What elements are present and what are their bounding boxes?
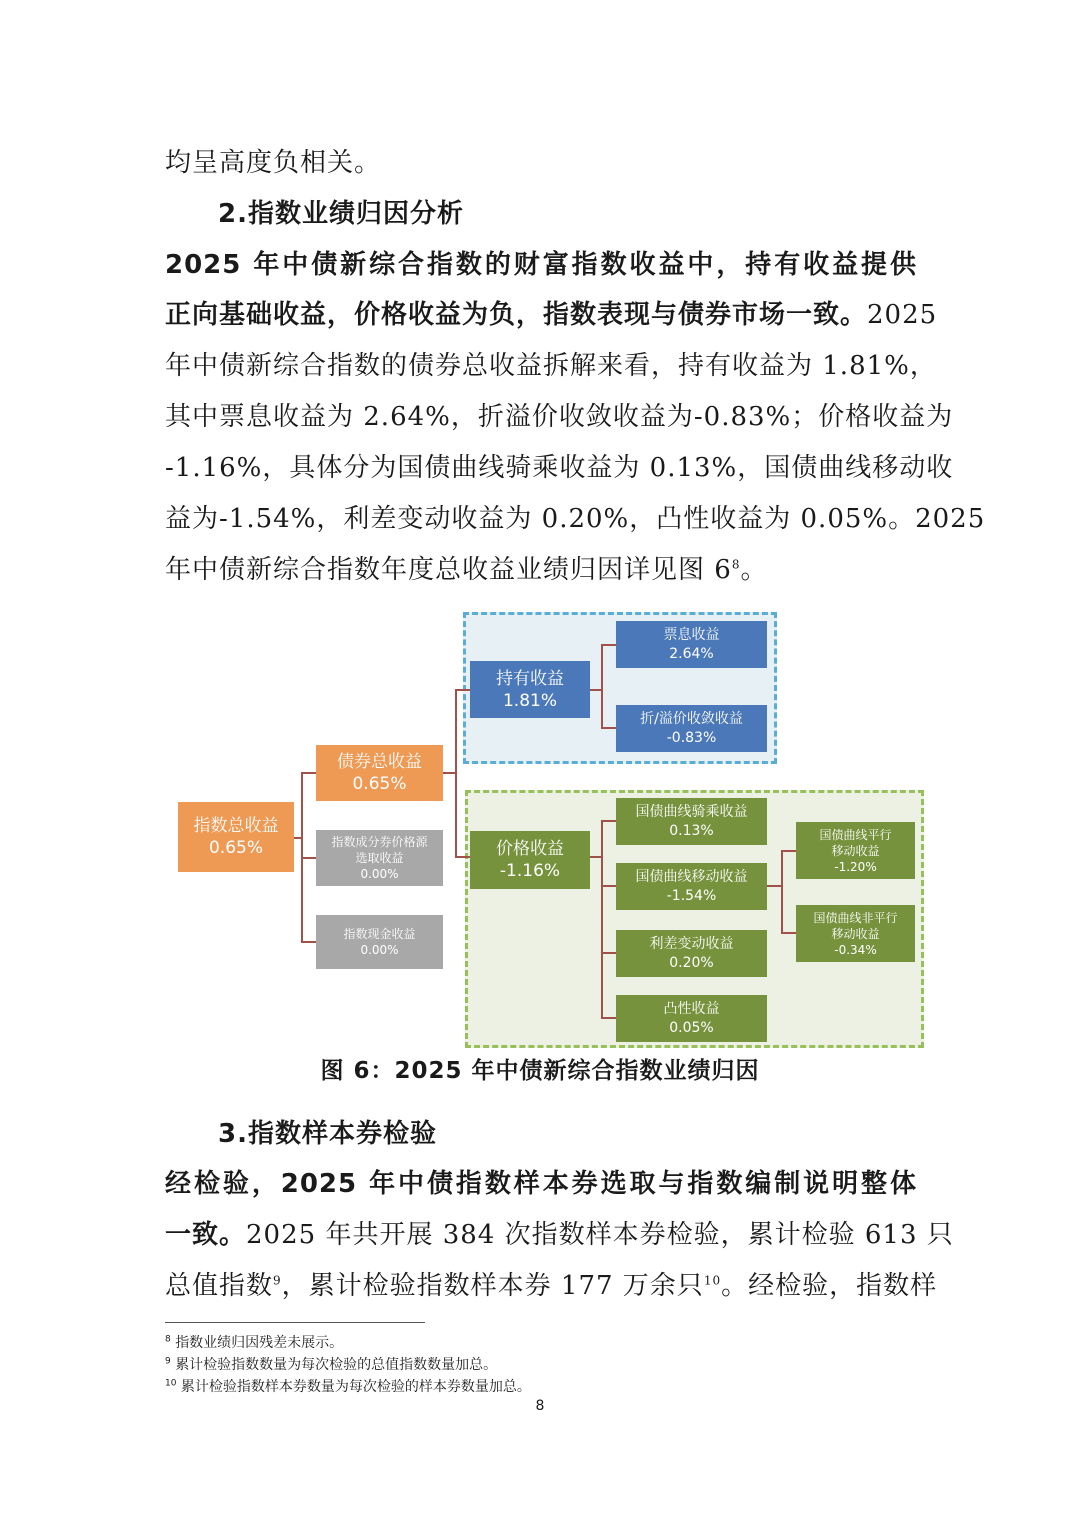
connector (443, 690, 470, 857)
footnote-number: 9 (165, 1356, 171, 1367)
node-value: -1.54% (666, 887, 717, 904)
node-label: 国债曲线平行 (819, 827, 892, 842)
node-total-return (178, 802, 294, 872)
footnote-number: 8 (165, 1334, 171, 1345)
paragraph-line (165, 1218, 954, 1252)
footnote-ref[interactable]: 10 (703, 1273, 722, 1288)
node-coupon-return (616, 621, 767, 668)
footnote-8 (165, 1333, 343, 1353)
paragraph-line: -1.16%，具体分为国债曲线骑乘收益为 0.13%，国债曲线移动收 (165, 453, 954, 483)
paragraph-line: 其中票息收益为 2.64%，折溢价收敛收益为-0.83%；价格收益为 (165, 402, 954, 432)
node-label: 利差变动收益 (649, 935, 734, 952)
connector (767, 851, 796, 933)
text-run: 2025 年共开展 384 次指数样本券检验，累计检验 613 只 (246, 1220, 954, 1250)
node-label: 凸性收益 (663, 1000, 720, 1017)
footnote-ref[interactable]: 8 (731, 557, 741, 572)
footnote-text: 累计检验指数数量为每次检验的总值指数数量加总。 (175, 1357, 498, 1373)
node-value: -0.34% (834, 942, 877, 957)
node-value: 2.64% (669, 645, 714, 662)
node-label: 票息收益 (663, 626, 720, 643)
text-run: 年中债新综合指数年度总收益业绩归因详见图 6 (165, 555, 732, 585)
node-label: 价格收益 (496, 839, 564, 859)
section-heading-2: 2.指数业绩归因分析 (218, 199, 464, 229)
node-value: -1.16% (499, 861, 561, 881)
footnote-9 (165, 1355, 497, 1375)
node-label: 选取收益 (355, 851, 404, 865)
bold-lead: 正向基础收益，价格收益为负，指数表现与债券市场一致。 (165, 300, 868, 330)
node-label: 指数现金收益 (343, 927, 416, 941)
node-value: 0.05% (669, 1019, 714, 1036)
node-value: -0.83% (666, 729, 717, 746)
section-heading-3: 3.指数样本券检验 (218, 1119, 437, 1149)
text-run: ，累计检验指数样本券 177 万余只 (281, 1271, 704, 1301)
node-label: 折/溢价收敛收益 (640, 710, 743, 727)
text-run: 。 (740, 555, 768, 585)
node-parallel-move-return (796, 822, 915, 879)
node-curve-riding-return (616, 798, 767, 845)
node-label: 国债曲线非平行 (813, 910, 898, 925)
node-value: 0.13% (669, 822, 714, 839)
footnote-divider (165, 1322, 425, 1323)
node-price-source-return (316, 830, 443, 886)
node-spread-change-return (616, 930, 767, 977)
node-holding-return (470, 661, 590, 718)
connector (590, 821, 616, 1018)
footnote-text: 累计检验指数样本券数量为每次检验的样本券数量加总。 (180, 1379, 531, 1395)
node-label: 债券总收益 (337, 752, 422, 772)
paragraph-line (165, 1269, 938, 1303)
footnote-number: 10 (165, 1378, 177, 1389)
node-value: -1.20% (834, 859, 877, 874)
node-curve-move-return (616, 863, 767, 910)
paragraph-line: 益为-1.54%，利差变动收益为 0.20%，凸性收益为 0.05%。2025 (165, 504, 986, 534)
page-number: 8 (535, 1398, 545, 1414)
connector (590, 645, 616, 728)
text-line: 均呈高度负相关。 (165, 148, 382, 178)
node-label: 指数总收益 (193, 816, 279, 836)
node-label: 移动收益 (831, 926, 880, 941)
text-run: 总值指数 (165, 1271, 274, 1301)
text-run: 2025 (867, 300, 938, 330)
node-value: 0.00% (360, 943, 399, 957)
node-premium-convergence-return (616, 705, 767, 752)
node-convexity-return (616, 995, 767, 1042)
node-label: 指数成分券价格源 (331, 835, 428, 849)
node-value: 1.81% (502, 690, 557, 711)
paragraph-line: 2025 年中债新综合指数的财富指数收益中，持有收益提供 (165, 250, 917, 280)
node-label: 移动收益 (831, 843, 880, 858)
figure-caption: 图 6：2025 年中债新综合指数业绩归因 (320, 1058, 760, 1084)
node-value: 0.65% (352, 774, 407, 794)
bold-lead: 一致。 (165, 1220, 247, 1250)
connector (294, 773, 316, 942)
footnote-10 (165, 1377, 531, 1397)
node-value: 0.00% (360, 867, 399, 881)
node-value: 0.65% (208, 838, 263, 858)
node-nonparallel-move-return (796, 905, 915, 962)
node-label: 持有收益 (496, 668, 564, 689)
paragraph-line: 经检验，2025 年中债指数样本券选取与指数编制说明整体 (165, 1169, 917, 1199)
node-price-return (470, 831, 590, 889)
node-bond-total-return (316, 745, 443, 801)
node-label: 国债曲线移动收益 (635, 868, 748, 885)
paragraph-line: 年中债新综合指数的债券总收益拆解来看，持有收益为 1.81%， (165, 351, 937, 381)
node-label: 国债曲线骑乘收益 (635, 803, 748, 820)
node-cash-return (316, 915, 443, 969)
footnote-text: 指数业绩归因残差未展示。 (175, 1335, 344, 1351)
text-run: 。经检验，指数样 (721, 1271, 938, 1301)
footnote-ref[interactable]: 9 (273, 1273, 282, 1288)
node-value: 0.20% (669, 954, 714, 971)
